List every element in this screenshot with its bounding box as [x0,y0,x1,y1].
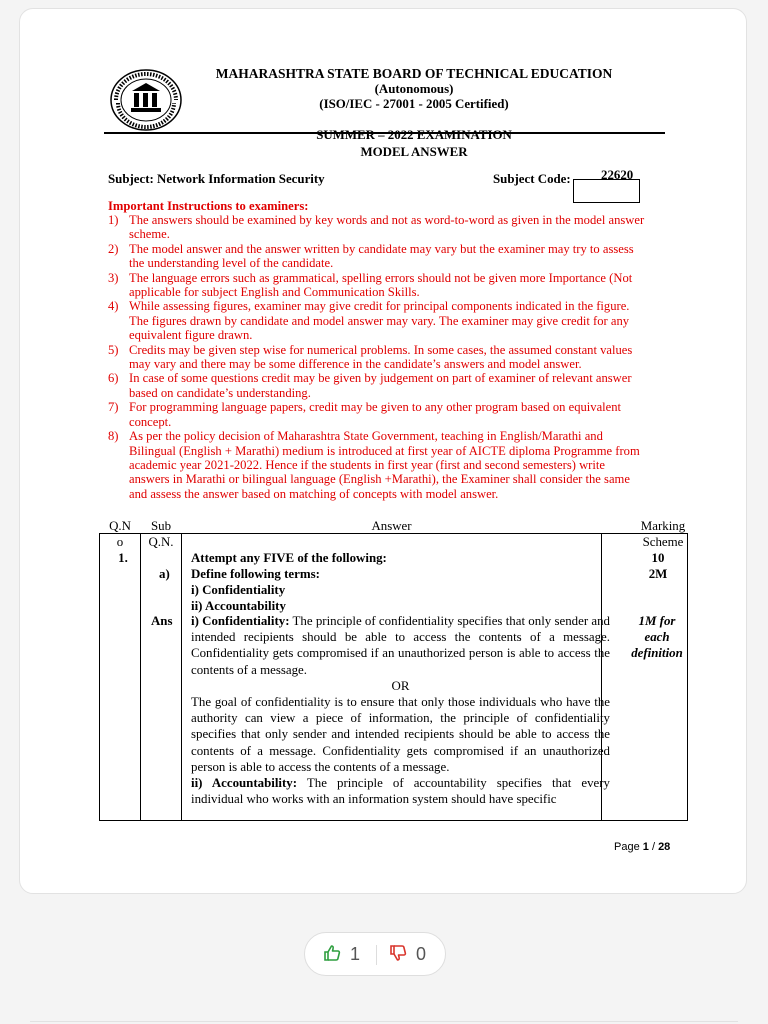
instructions-list [108,213,680,501]
downvote-button[interactable] [389,943,426,965]
vote-separator [376,945,377,965]
instructions-title: Important Instructions to examiners: [108,199,309,213]
question-marks: 10 [651,551,665,565]
thumbs-down-icon [389,944,407,962]
header-qno-line2: o [116,535,124,549]
msbte-logo-icon [110,69,182,131]
sub-question-marks: 2M [648,567,668,581]
answer-label: Ans [151,614,173,628]
header-sub-line1: Sub [150,519,172,533]
instruction-item: 3) The language errors such as grammatical, spelling errors should not be given more Importance (Not applicable for subject English and Communication Skills. [108,270,633,300]
model-answer-title: MODEL ANSWER [360,145,468,159]
page-indicator: Page 1 / 28 [614,841,671,853]
confidentiality-definition: i) Confidentiality: The principle of confidentiality specifies that only sender and intended recipients should be able to access the contents of a message. Confidentiality gets compromised if an unauthorized person is able to access the contents of a message. [191,614,610,677]
subject-code-value: 22620 [601,168,634,182]
term-accountability: ii) Accountability [191,599,286,613]
instruction-item: 4) While assessing figures, examiner may give credit for principal components indicated in the figure. The figures drawn by candidate and model answer may vary. The examiner may give credit for any equivalent figure drawn. [108,299,630,343]
sub-question-number: a) [159,567,170,581]
iso-certification: (ISO/IEC - 27001 - 2005 Certified) [319,97,509,111]
sub-question-title: Define following terms: [191,567,320,581]
header-answer: Answer [371,519,412,533]
instruction-item: 5) Credits may be given step wise for numerical problems. In some cases, the assumed constant values may vary and there may be some difference in the candidate’s answers and model answer. [108,342,633,372]
instruction-item: 6) In case of some questions credit may be given by judgement on part of examiner of relevant answer based on candidate’s understanding. [108,371,632,400]
board-name: MAHARASHTRA STATE BOARD OF TECHNICAL EDUCATION [215,66,613,81]
instruction-item: 1) The answers should be examined by key words and not as word-to-word as given in the model answer scheme. [108,213,645,242]
header-qno-line1: Q.N [109,519,131,533]
upvote-button[interactable] [323,943,360,965]
autonomous-label: (Autonomous) [374,82,454,96]
thumbs-up-icon [323,944,341,962]
marking-note-line2: each [644,630,670,644]
header-sub-line2: Q.N. [148,535,174,549]
table-left-border [99,533,100,821]
instruction-item: 8) As per the policy decision of Maharashtra State Government, teaching in English/Marathi and Bilingual (English + Marathi) medium is introduced at first year of AICTE diploma Programme from academic year 2021-2022. Hence if the students in first year (first and second semesters) write answers in Marathi or bilingual language (English +Marathi), the Examiner shall consider the same and assess the answer based on matching of concepts with model answer. [108,429,640,501]
table-divider-qno [140,533,141,821]
marking-note-line1: 1M for [638,614,676,628]
accountability-definition: ii) Accountability: The principle of accountability specifies that every individual who works with an information system should have specific [191,776,610,807]
upvote-count: 1 [350,944,361,964]
exam-title: SUMMER – 2022 EXAMINATION [316,128,512,142]
instruction-item: 2) The model answer and the answer written by candidate may vary but the examiner may try to assess the understanding level of the candidate. [108,241,634,271]
marking-note-line3: definition [631,646,683,660]
table-bottom-border [99,820,688,821]
footer-divider [30,1021,738,1022]
question-number: 1. [118,551,128,565]
header-marking-line2: Scheme [642,535,684,549]
table-divider-sub [181,533,182,821]
subject-code-label: Subject Code: [493,172,571,186]
vote-widget [304,932,446,976]
confidentiality-goal: The goal of confidentiality is to ensure that only those individuals who have the authority can view a piece of information, the principle of confidentiality specifies that only sender and intended recipients should be able to access the contents of a message. Confidentiality gets compromised if an unauthorized person is able to access the contents of a message. [191,695,610,774]
header-marking-line1: Marking [640,519,686,533]
question-title: Attempt any FIVE of the following: [191,551,387,565]
subject-name: Subject: Network Information Security [108,172,325,186]
answer-body [191,613,610,807]
instruction-item: 7) For programming language papers, credit may be given to any other program based on equivalent concept. [108,400,622,429]
term-confidentiality: i) Confidentiality [191,583,286,597]
downvote-count: 0 [416,944,427,964]
or-separator: OR [391,678,410,693]
